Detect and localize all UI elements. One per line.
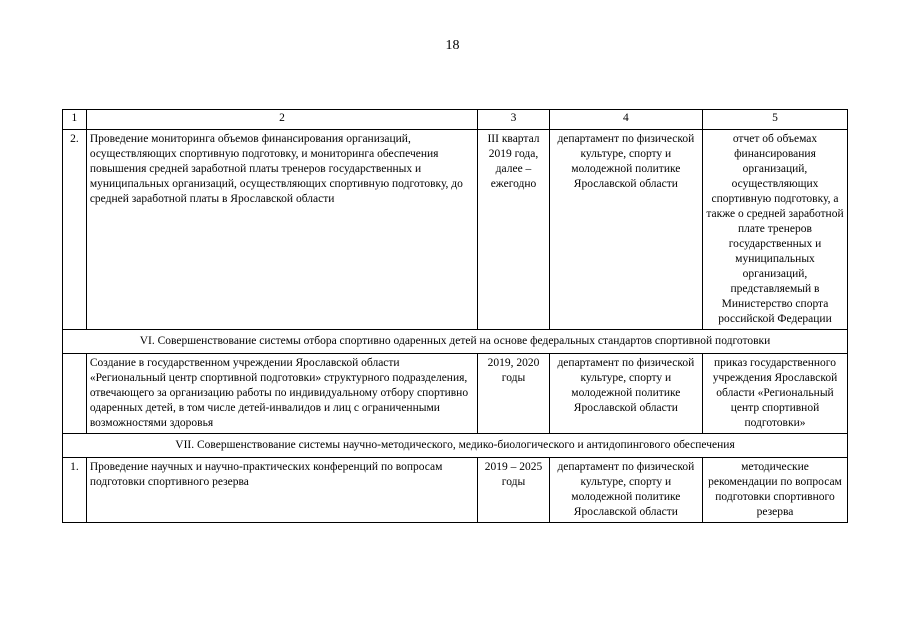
header-cell: 4 <box>549 110 702 130</box>
period-cell: 2019, 2020 годы <box>478 354 549 434</box>
header-cell: 3 <box>478 110 549 130</box>
page-number: 18 <box>445 38 460 53</box>
result-cell: отчет об объемах финансирования организаций, осуществляющих спортивную подготовку, а также о средней заработной плате тренеров государственных и муниципальных организаций, представляемый в Министерство спорта российской Федерации <box>702 130 847 330</box>
section-title: VII. Совершенствование системы научно-методического, медико-биологического и антидопингового обеспечения <box>63 434 848 458</box>
period-cell: III квартал 2019 года, далее – ежегодно <box>478 130 549 330</box>
table-row <box>63 354 848 434</box>
result-cell: методические рекомендации по вопросам подготовки спортивного резерва <box>702 458 847 523</box>
header-cell: 1 <box>63 110 87 130</box>
row-number: 2. <box>63 130 87 330</box>
activity-cell: Проведение мониторинга объемов финансирования организаций, осуществляющих спортивную подготовку, и мониторинга обеспечения повышения средней заработной платы тренеров государственных и муниципальных организаций, осуществляющих спортивную подготовку, до средней заработной платы в Ярославской области <box>86 130 477 330</box>
executor-cell: департамент по физической культуре, спорту и молодежной политике Ярославской области <box>549 354 702 434</box>
row-number <box>63 354 87 434</box>
executor-cell: департамент по физической культуре, спорту и молодежной политике Ярославской области <box>549 130 702 330</box>
activity-cell: Создание в государственном учреждении Ярославской области «Региональный центр спортивной подготовки» структурного подразделения, отвечающего за организацию работы по индивидуальному отбору спортивно одаренных детей, в том числе детей-инвалидов и лиц с ограниченными возможностями здоровья <box>86 354 477 434</box>
section-row <box>63 434 848 458</box>
table-row <box>63 458 848 523</box>
header-cell: 2 <box>86 110 477 130</box>
result-cell: приказ государственного учреждения Ярославской области «Региональный центр спортивной подготовки» <box>702 354 847 434</box>
table-row <box>63 130 848 330</box>
section-row <box>63 330 848 354</box>
row-number: 1. <box>63 458 87 523</box>
executor-cell: департамент по физической культуре, спорту и молодежной политике Ярославской области <box>549 458 702 523</box>
period-cell: 2019 – 2025 годы <box>478 458 549 523</box>
plan-table <box>62 109 848 523</box>
activity-cell: Проведение научных и научно-практических конференций по вопросам подготовки спортивного резерва <box>86 458 477 523</box>
section-title: VI. Совершенствование системы отбора спортивно одаренных детей на основе федеральных стандартов спортивной подготовки <box>63 330 848 354</box>
header-cell: 5 <box>702 110 847 130</box>
table-header-row <box>63 110 848 130</box>
